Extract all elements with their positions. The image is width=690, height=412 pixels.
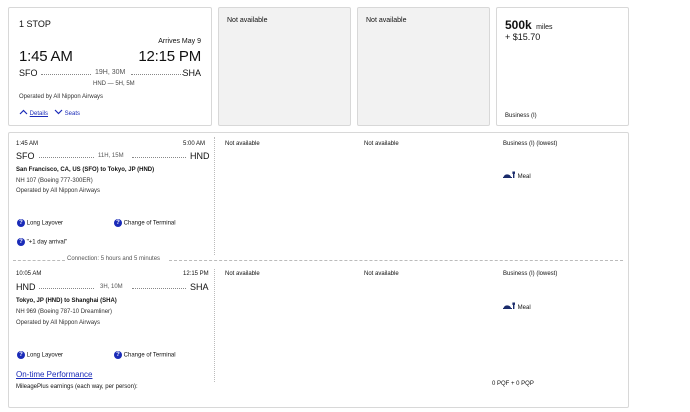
- arrival-date: Arrives May 9: [158, 38, 201, 45]
- segment-origin: SFO: [16, 151, 35, 161]
- chevron-up-icon: [19, 111, 30, 117]
- seats-label: Seats: [64, 111, 81, 117]
- layover-info: HND — 5H, 5M: [93, 81, 135, 87]
- route-line: [41, 74, 91, 75]
- segment-flight: NH 969 (Boeing 787-10 Dreamliner): [16, 309, 113, 315]
- notice-label: Long Layover: [26, 352, 64, 359]
- segment-duration: 11H, 15M: [98, 153, 124, 159]
- notice-label: "+1 day arrival": [26, 239, 68, 246]
- flight-summary-card: [8, 7, 212, 126]
- chevron-down-icon: [54, 111, 65, 117]
- ontime-performance-link[interactable]: On-time Performance: [16, 370, 93, 379]
- meal-icon: [503, 174, 518, 180]
- info-icon: ?: [17, 219, 25, 227]
- origin-code: SFO: [19, 68, 38, 78]
- segment-route-line: [132, 157, 186, 158]
- segment-cabin: Business (I) (lowest): [503, 141, 558, 147]
- details-label: Details: [29, 111, 49, 117]
- segment-arrive-time: 12:15 PM: [183, 271, 209, 277]
- notice-change-terminal[interactable]: [114, 351, 176, 359]
- seats-link[interactable]: [54, 109, 80, 117]
- notice-long-layover[interactable]: [17, 219, 63, 227]
- segment-route-line: [39, 157, 94, 158]
- fare-column-unavailable: [357, 7, 490, 126]
- details-link[interactable]: [19, 109, 48, 117]
- segment-route-line: [39, 288, 94, 289]
- depart-time: 1:45 AM: [19, 48, 73, 65]
- price-fee: + $15.70: [505, 32, 541, 42]
- segment-cabin: Business (I) (lowest): [503, 271, 558, 277]
- connection-divider: [13, 260, 65, 261]
- meal-info: [503, 171, 531, 180]
- info-icon: ?: [17, 238, 25, 246]
- connection-info: Connection: 5 hours and 5 minutes: [67, 256, 161, 262]
- connection-divider: [169, 260, 623, 261]
- unavailable-label: Not available: [227, 17, 268, 24]
- segment-arrive-time: 5:00 AM: [183, 141, 206, 147]
- segment-operated-by: Operated by All Nippon Airways: [16, 188, 101, 194]
- stops-label: 1 STOP: [19, 19, 51, 29]
- meal-label: Meal: [517, 174, 531, 180]
- notice-change-terminal[interactable]: [114, 219, 176, 227]
- cabin-label: Business (I): [505, 113, 537, 119]
- segment-destination: SHA: [190, 282, 209, 292]
- notice-long-layover[interactable]: [17, 351, 63, 359]
- segment-unavailable: Not available: [225, 141, 260, 147]
- notice-label: Long Layover: [26, 220, 64, 227]
- fare-column-unavailable: [218, 7, 351, 126]
- route-line: [131, 74, 183, 75]
- segment-route: San Francisco, CA, US (SFO) to Tokyo, JP (HND): [16, 167, 155, 173]
- segment-origin: HND: [16, 282, 36, 292]
- column-divider: [214, 137, 215, 255]
- destination-code: SHA: [182, 68, 201, 78]
- meal-icon: [503, 305, 518, 311]
- arrive-time: 12:15 PM: [138, 48, 201, 65]
- segment-operated-by: Operated by All Nippon Airways: [16, 320, 101, 326]
- segment-unavailable: Not available: [364, 271, 399, 277]
- notice-label: Change of Terminal: [123, 352, 176, 359]
- info-icon: ?: [114, 351, 122, 359]
- meal-info: [503, 302, 531, 311]
- segment-depart-time: 1:45 AM: [16, 141, 39, 147]
- segment-destination: HND: [190, 151, 210, 161]
- info-icon: ?: [17, 351, 25, 359]
- segment-unavailable: Not available: [364, 141, 399, 147]
- segment-depart-time: 10:05 AM: [16, 271, 42, 277]
- earnings-label: MileagePlus earnings (each way, per person):: [16, 384, 138, 390]
- unavailable-label: Not available: [366, 17, 407, 24]
- segment-flight: NH 107 (Boeing 777-300ER): [16, 178, 93, 184]
- meal-label: Meal: [517, 305, 531, 311]
- miles-value: 500k: [505, 18, 532, 32]
- earnings-value: 0 PQF + 0 PQP: [492, 381, 534, 387]
- segment-unavailable: Not available: [225, 271, 260, 277]
- segment-route: Tokyo, JP (HND) to Shanghai (SHA): [16, 298, 117, 304]
- segment-route-line: [132, 288, 186, 289]
- info-icon: ?: [114, 219, 122, 227]
- total-duration: 19H, 30M: [95, 69, 126, 76]
- miles-unit: miles: [536, 24, 553, 31]
- flight-details-card: [8, 132, 629, 408]
- notice-label: Change of Terminal: [123, 220, 176, 227]
- operated-by: Operated by All Nippon Airways: [19, 94, 104, 100]
- segment-duration: 3H, 10M: [100, 284, 123, 290]
- notice-plus-one-day[interactable]: [17, 238, 67, 246]
- column-divider: [214, 269, 215, 382]
- fare-column-business[interactable]: [496, 7, 629, 126]
